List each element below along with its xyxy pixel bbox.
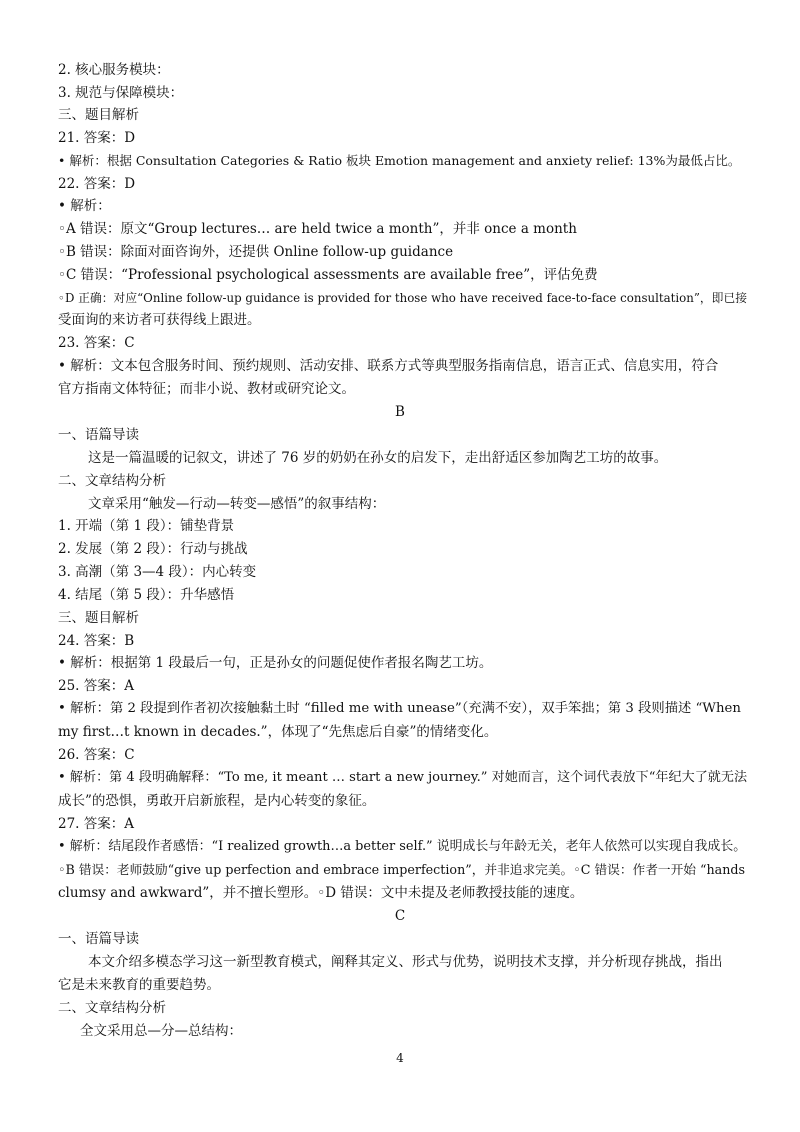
- text-line: 成长”的恐惧，勇敢开启新旅程，是内心转变的象征。: [58, 793, 376, 809]
- text-line: 这是一篇温暖的记叙文，讲述了 76 岁的奶奶在孙女的启发下，走出舒适区参加陶艺工坊的故事。: [88, 450, 668, 466]
- section-heading: 一、语篇导读: [58, 427, 139, 443]
- text-line: • 解析：根据 Consultation Categories & Ratio 板块 Emotion management and anxiety relief: 13%为最低占比。: [58, 153, 741, 168]
- text-line: • 解析：第 4 段明确解释：“To me, it meant … start a new journey.” 对她而言，这个词代表放下“年纪大了就无法: [58, 770, 748, 785]
- text-line: 3. 高潮（第 3—4 段）：内心转变: [58, 564, 257, 580]
- text-line: • 解析：第 2 段提到作者初次接触黏土时 “filled me with unease”（充满不安），双手笨拙；第 3 段则描述 “When: [58, 701, 741, 716]
- text-line: • 解析：: [58, 198, 111, 214]
- text-line: 它是未来教育的重要趋势。: [58, 977, 220, 993]
- section-heading: 三、题目解析: [58, 107, 139, 123]
- section-heading: 三、题目解析: [58, 610, 139, 626]
- text-line: 文章采用“触发—行动—转变—感悟”的叙事结构：: [88, 496, 386, 512]
- text-line: ◦B 错误：老师鼓励“give up perfection and embrace imperfection”，并非追求完美。◦C 错误：作者一开始 “hands: [58, 862, 746, 877]
- answer-line: 21. 答案：D: [58, 130, 136, 146]
- text-line: my first…t known in decades.”，体现了“先焦虑后自豪”的情绪变化。: [58, 724, 498, 740]
- text-line: 官方指南文体特征；而非小说、教材或研究论文。: [58, 381, 355, 397]
- section-heading: 二、文章结构分析: [58, 1000, 166, 1016]
- text-line: 受面询的来访者可获得线上跟进。: [58, 312, 261, 328]
- text-line: 2. 发展（第 2 段）：行动与挑战: [58, 541, 248, 557]
- text-line: clumsy and awkward”，并不擅长塑形。◦D 错误：文中未提及老师教授技能的速度。: [58, 885, 584, 901]
- section-heading: 二、文章结构分析: [58, 473, 166, 489]
- part-heading: B: [395, 404, 405, 420]
- text-line: ◦D 正确：对应“Online follow-up guidance is provided for those who have received face-to-face consultation”，即已接: [58, 291, 748, 305]
- answer-line: 22. 答案：D: [58, 176, 136, 192]
- answer-line: 23. 答案：C: [58, 335, 135, 351]
- text-line: • 解析：根据第 1 段最后一句，正是孙女的问题促使作者报名陶艺工坊。: [58, 655, 493, 671]
- text-line: ◦C 错误：“Professional psychological assessments are available free”，评估免费: [58, 267, 598, 283]
- text-line: ◦A 错误：原文“Group lectures… are held twice a month”，并非 once a month: [58, 221, 577, 237]
- answer-line: 24. 答案：B: [58, 633, 135, 649]
- text-line: 2. 核心服务模块：: [58, 62, 170, 78]
- text-line: 1. 开端（第 1 段）：铺垫背景: [58, 518, 235, 534]
- text-line: • 解析：结尾段作者感悟：“I realized growth…a better self.” 说明成长与年龄无关，老年人依然可以实现自我成长。: [58, 839, 747, 854]
- text-line: 4. 结尾（第 5 段）：升华感悟: [58, 587, 235, 603]
- page-number: 4: [396, 1051, 404, 1065]
- answer-line: 27. 答案：A: [58, 816, 135, 832]
- text-line: ◦B 错误：除面对面咨询外，还提供 Online follow-up guidance: [58, 244, 454, 260]
- text-line: • 解析：文本包含服务时间、预约规则、活动安排、联系方式等典型服务指南信息，语言正式、信息实用，符合: [58, 358, 719, 374]
- text-line: 3. 规范与保障模块：: [58, 85, 184, 101]
- answer-line: 25. 答案：A: [58, 678, 135, 694]
- section-heading: 一、语篇导读: [58, 931, 139, 947]
- part-heading: C: [394, 908, 406, 924]
- text-line: 全文采用总—分—总结构：: [80, 1023, 242, 1039]
- answer-line: 26. 答案：C: [58, 747, 135, 763]
- text-line: 本文介绍多模态学习这一新型教育模式，阐释其定义、形式与优势，说明技术支撑，并分析现存挑战，指出: [88, 954, 723, 970]
